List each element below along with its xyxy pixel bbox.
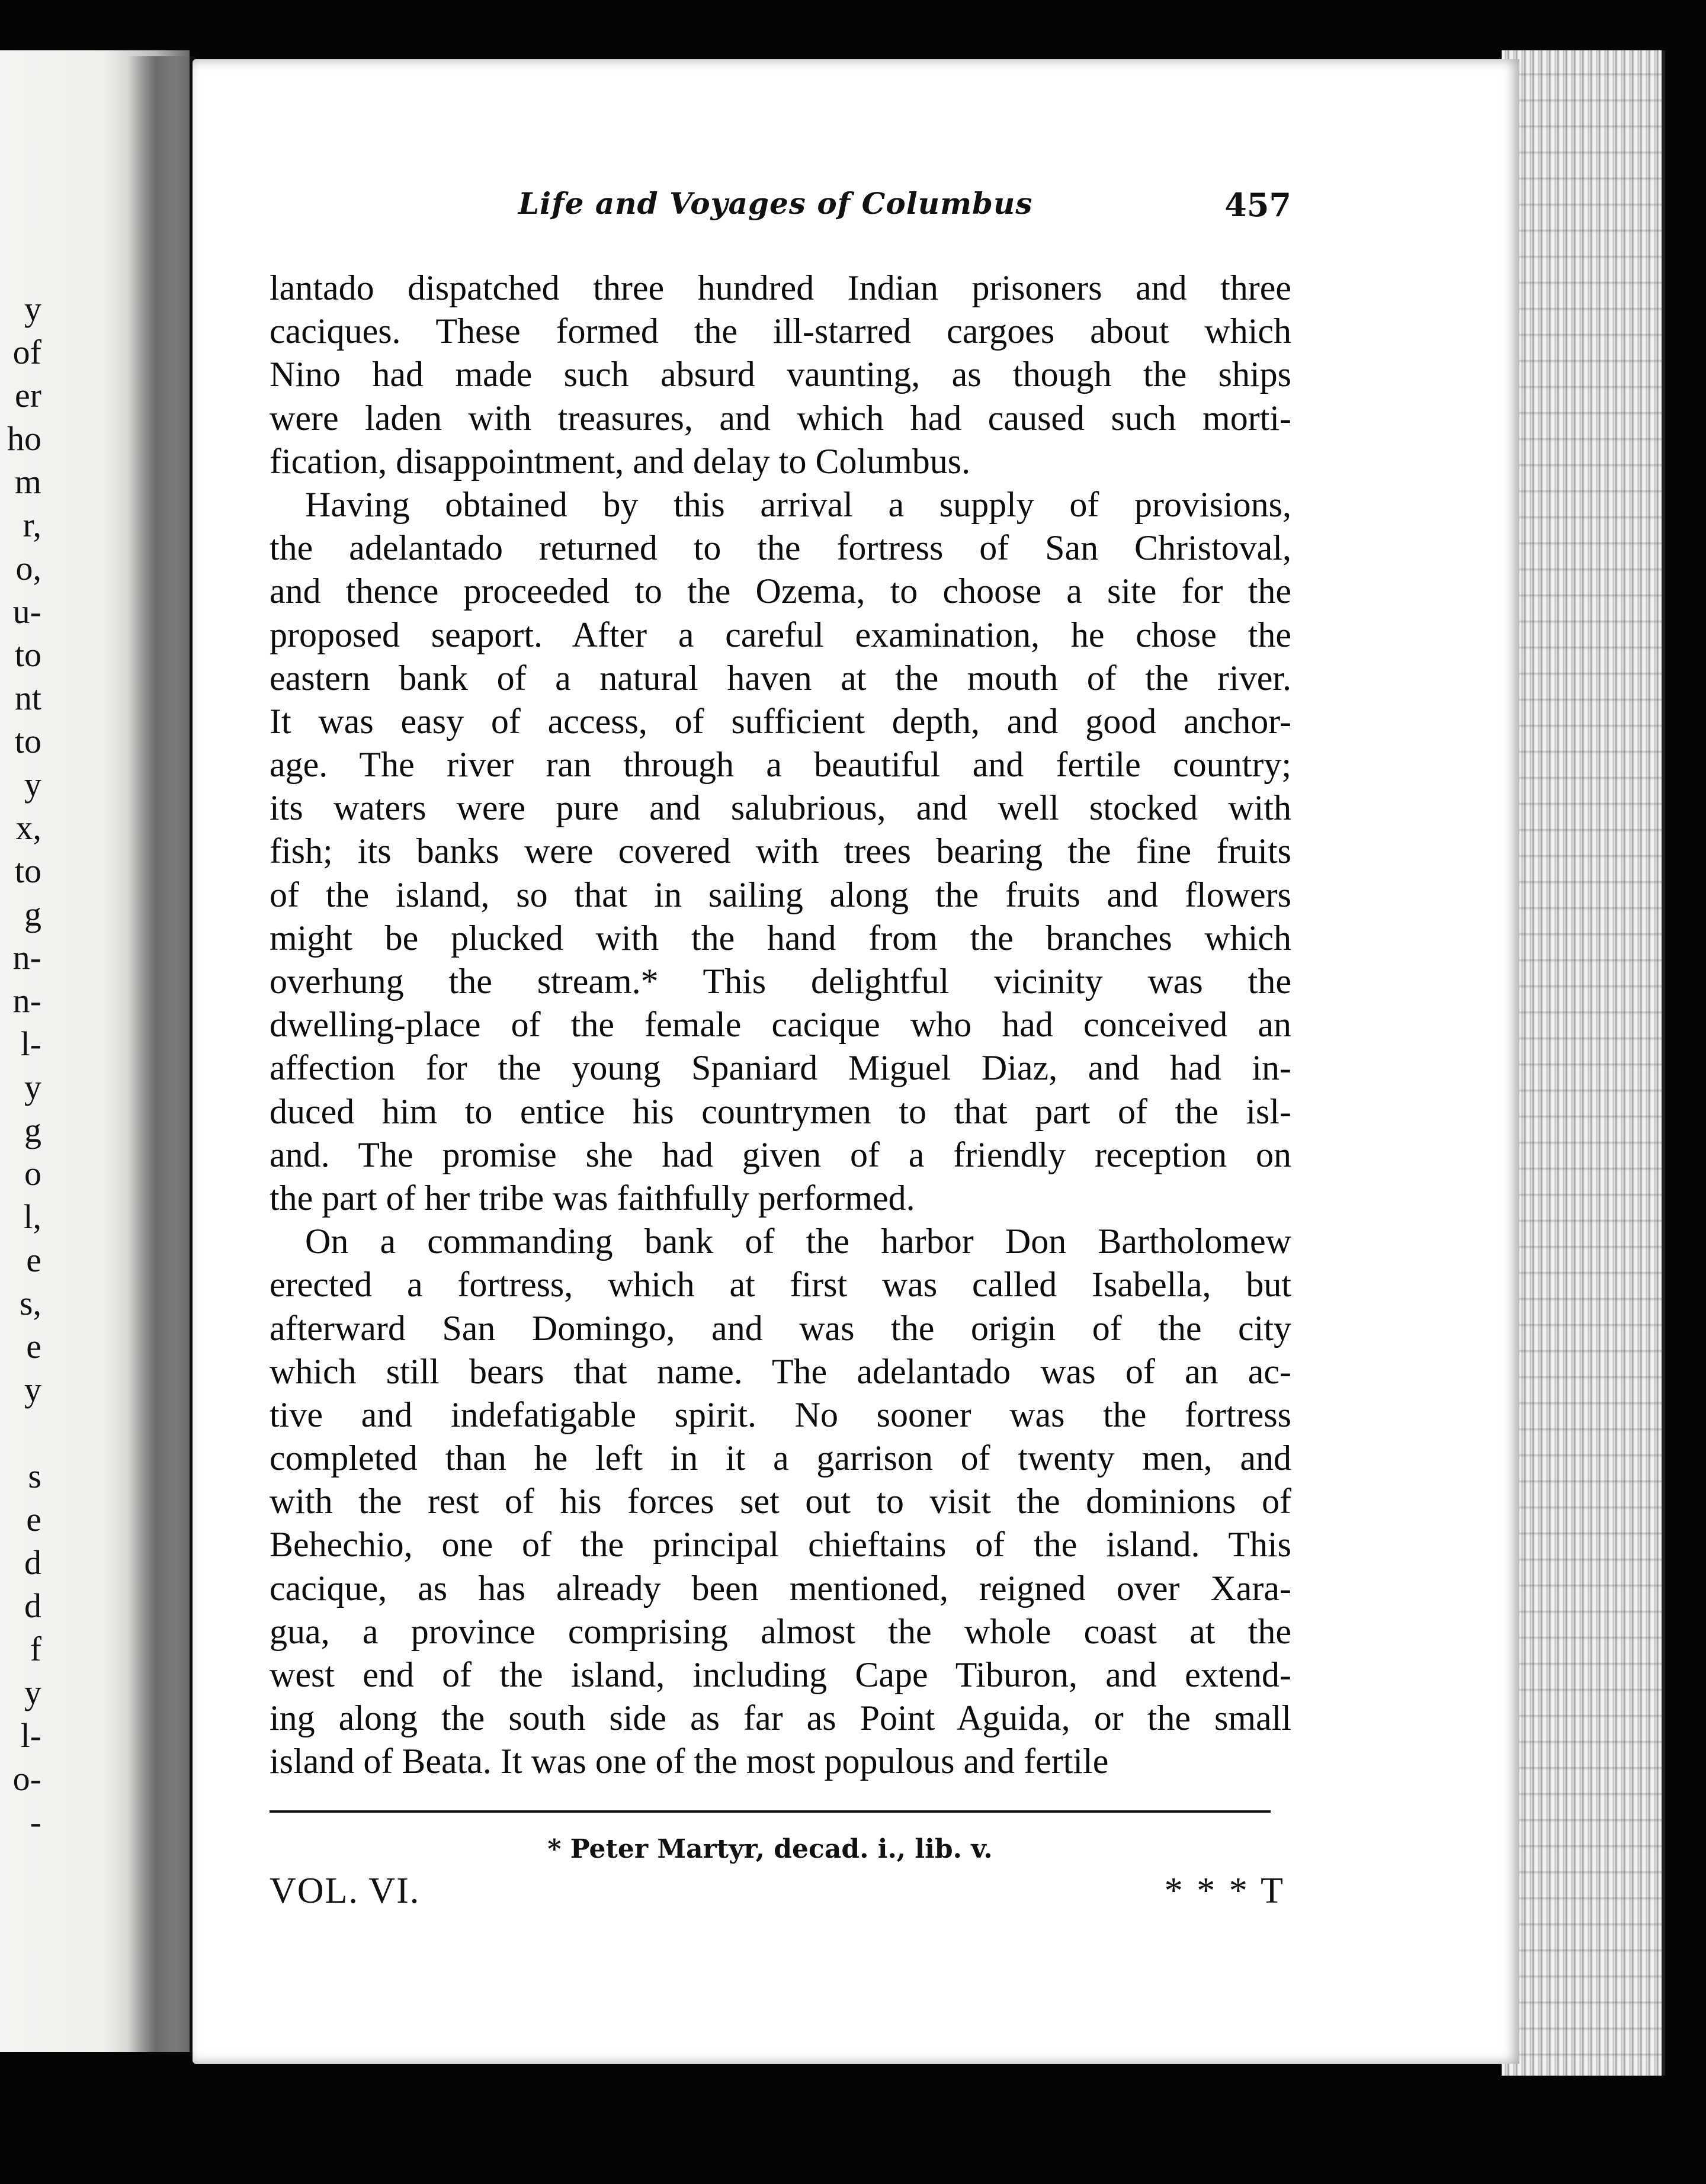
page-edges-stack bbox=[1502, 50, 1665, 2076]
left-page-fragment: l, bbox=[23, 1197, 41, 1236]
left-page-fragment: to bbox=[14, 635, 41, 674]
text-line: fish; its banks were covered with trees bearing the fine fruits bbox=[270, 831, 1291, 871]
left-page-fragment: e bbox=[26, 1500, 41, 1539]
left-page-fragment: o, bbox=[15, 549, 41, 587]
left-page-fragment: y bbox=[24, 1370, 41, 1409]
left-page-fragment: y bbox=[24, 765, 41, 804]
text-line: Having obtained by this arrival a supply of provisions, bbox=[270, 484, 1291, 524]
text-line: the part of her tribe was faithfully performed. bbox=[270, 1178, 915, 1218]
left-page-fragment: - bbox=[30, 1803, 41, 1841]
left-page-fragment: y bbox=[24, 290, 41, 328]
running-title: Life and Voyages of Columbus bbox=[518, 186, 1033, 221]
text-line: caciques. These formed the ill-starred cargoes about which bbox=[270, 311, 1291, 351]
text-line: cacique, as has already been mentioned, reigned over Xara- bbox=[270, 1568, 1291, 1608]
text-line: and. The promise she had given of a friendly reception on bbox=[270, 1135, 1291, 1174]
left-page-fragment: o bbox=[24, 1154, 41, 1193]
left-page-fragment: to bbox=[14, 852, 41, 890]
left-page-fragment: f bbox=[30, 1630, 41, 1668]
text-line: ing along the south side as far as Point Aguida, or the small bbox=[270, 1698, 1291, 1738]
text-line: tive and indefatigable spirit. No sooner was the fortress bbox=[270, 1395, 1291, 1434]
page-header bbox=[270, 178, 1291, 225]
text-line: west end of the island, including Cape Tiburon, and extend- bbox=[270, 1655, 1291, 1694]
text-line: Behechio, one of the principal chieftains of the island. This bbox=[270, 1525, 1291, 1565]
signature-row bbox=[270, 1870, 1285, 1918]
body-text bbox=[270, 266, 1291, 1784]
left-page-fragment: o- bbox=[12, 1759, 41, 1798]
left-page-fragment: u- bbox=[12, 592, 41, 631]
text-line: afterward San Domingo, and was the origin of the city bbox=[270, 1308, 1291, 1348]
text-line: proposed seaport. After a careful examination, he chose the bbox=[270, 615, 1291, 654]
signature-mark: * * * T bbox=[1164, 1871, 1285, 1911]
left-page-fragment: ho bbox=[7, 419, 41, 458]
volume-mark: VOL. VI. bbox=[270, 1871, 421, 1911]
text-line: completed than he left in it a garrison of twenty men, and bbox=[270, 1438, 1291, 1478]
left-page-fragment: n- bbox=[12, 938, 41, 977]
footnote-rule bbox=[270, 1810, 1271, 1813]
text-line: and thence proceeded to the Ozema, to choose a site for the bbox=[270, 571, 1291, 611]
text-line: with the rest of his forces set out to visit the dominions of bbox=[270, 1482, 1291, 1521]
left-page-fragment: g bbox=[24, 1111, 41, 1149]
left-page-fragment: n- bbox=[12, 981, 41, 1020]
text-line: fication, disappointment, and delay to Columbus. bbox=[270, 441, 971, 481]
text-line: affection for the young Spaniard Miguel Diaz, and had in- bbox=[270, 1048, 1291, 1088]
text-line: its waters were pure and salubrious, and well stocked with bbox=[270, 788, 1291, 828]
text-line: might be plucked with the hand from the branches which bbox=[270, 918, 1291, 958]
text-line: gua, a province comprising almost the whole coast at the bbox=[270, 1611, 1291, 1651]
left-page-fragment: nt bbox=[14, 679, 41, 717]
text-line: which still bears that name. The adelantado was of an ac- bbox=[270, 1351, 1291, 1391]
text-line: On a commanding bank of the harbor Don Bartholomew bbox=[270, 1222, 1291, 1261]
left-page-fragment: s bbox=[28, 1457, 41, 1495]
left-page-fragment bbox=[0, 1411, 41, 1454]
text-line: erected a fortress, which at first was called Isabella, but bbox=[270, 1265, 1291, 1305]
text-line: age. The river ran through a beautiful and fertile country; bbox=[270, 745, 1291, 785]
text-line: dwelling-place of the female cacique who had conceived an bbox=[270, 1005, 1291, 1045]
left-page-fragment: x, bbox=[15, 808, 41, 847]
left-page-fragment: g bbox=[24, 895, 41, 933]
text-line: lantado dispatched three hundred Indian prisoners and three bbox=[270, 268, 1291, 307]
footnote: * Peter Martyr, decad. i., lib. v. bbox=[547, 1834, 993, 1864]
left-page-text-fragments bbox=[0, 287, 41, 1843]
text-line: eastern bank of a natural haven at the mouth of the river. bbox=[270, 658, 1291, 698]
left-page-fragment: l- bbox=[20, 1716, 41, 1755]
left-page-fragment: y bbox=[24, 1068, 41, 1106]
left-page-fragment: er bbox=[14, 376, 41, 415]
text-line: island of Beata. It was one of the most populous and fertile bbox=[270, 1742, 1109, 1781]
text-line: overhung the stream.* This delightful vicinity was the bbox=[270, 962, 1291, 1001]
page-number: 457 bbox=[1224, 186, 1291, 224]
text-line: the adelantado returned to the fortress of San Christoval, bbox=[270, 528, 1291, 568]
text-line: It was easy of access, of sufficient depth, and good anchor- bbox=[270, 701, 1291, 741]
book-gutter-shadow bbox=[127, 56, 198, 2052]
left-page-fragment: e bbox=[26, 1327, 41, 1366]
left-page-fragment: m bbox=[14, 463, 41, 501]
text-line: Nino had made such absurd vaunting, as though the ships bbox=[270, 355, 1291, 394]
left-page-fragment: to bbox=[14, 722, 41, 760]
text-line: of the island, so that in sailing along the fruits and flowers bbox=[270, 875, 1291, 914]
left-page-fragment: d bbox=[24, 1586, 41, 1625]
left-page-fragment: s, bbox=[19, 1284, 41, 1322]
left-page-fragment: r, bbox=[23, 506, 41, 544]
left-page-fragment: e bbox=[26, 1241, 41, 1279]
left-page-fragment: of bbox=[12, 333, 41, 371]
left-page-fragment: l- bbox=[20, 1024, 41, 1063]
text-line: duced him to entice his countrymen to that part of the isl- bbox=[270, 1091, 1291, 1131]
left-page-fragment: d bbox=[24, 1543, 41, 1582]
left-page-fragment: y bbox=[24, 1673, 41, 1711]
text-line: were laden with treasures, and which had caused such morti- bbox=[270, 398, 1291, 438]
